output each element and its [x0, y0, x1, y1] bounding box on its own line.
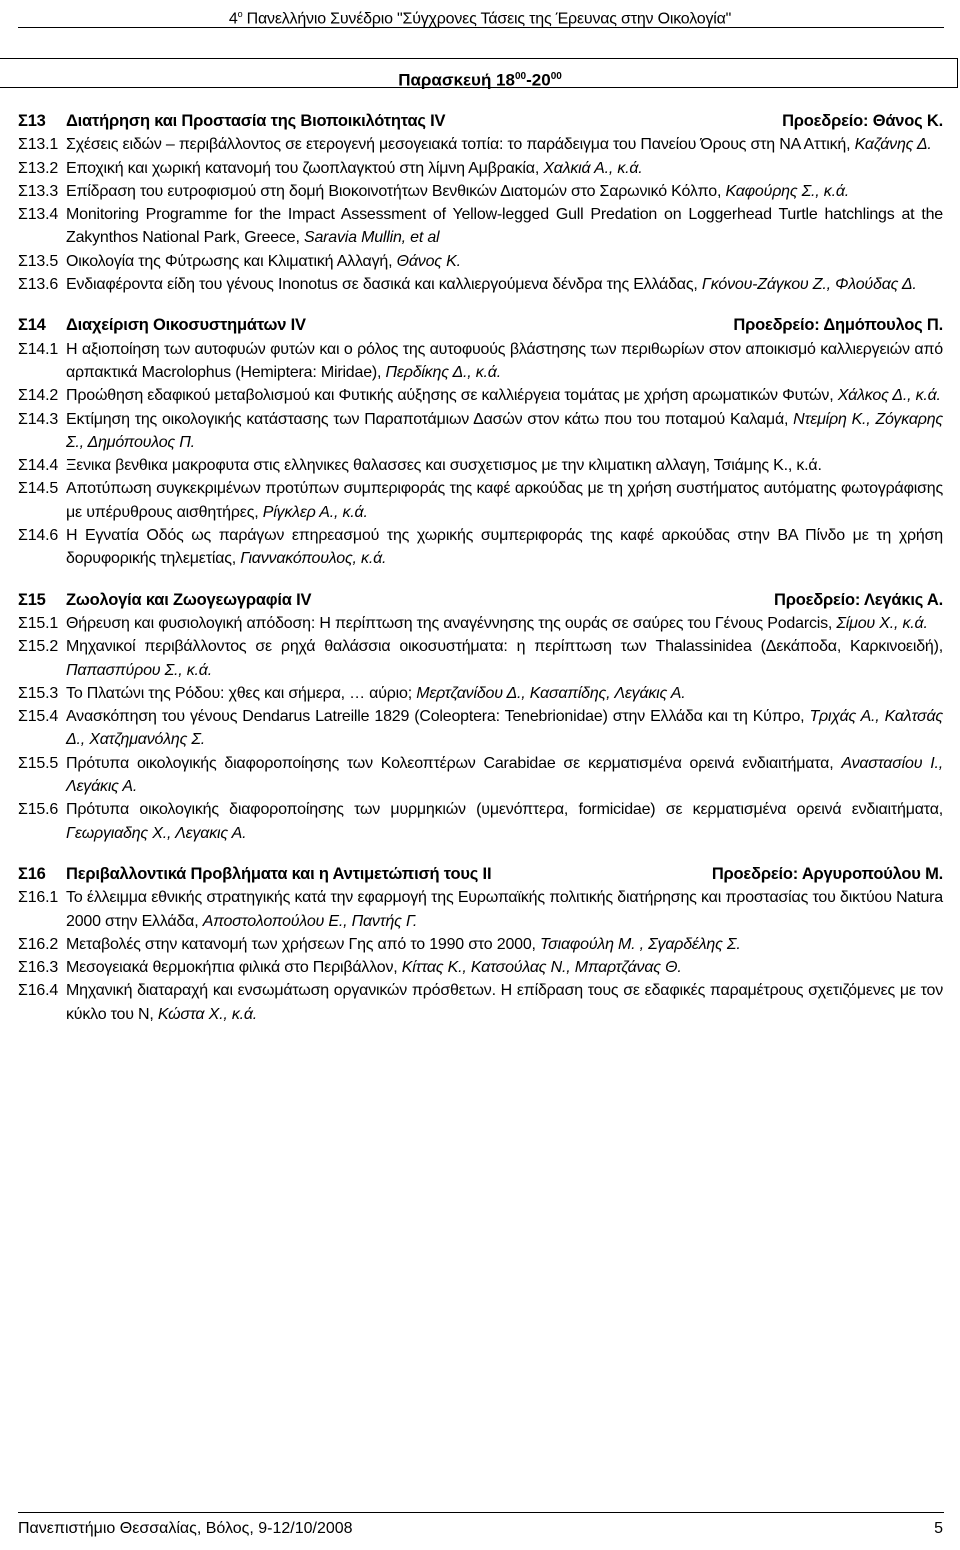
session-title: Ζωολογία και Ζωογεωγραφία IV [66, 590, 312, 609]
paper-code: Σ15.4 [18, 708, 59, 726]
page-footer [18, 1519, 943, 1539]
paper-entry [66, 384, 943, 407]
paper-authors: Τσιαφούλη Μ. , Σγαρδέλης Σ. [540, 935, 741, 953]
paper-item [18, 798, 943, 845]
paper-item [18, 338, 943, 385]
paper-item [18, 408, 943, 455]
paper-authors: Αποστολοπούλου Ε., Παντής Γ. [202, 912, 418, 930]
paper-title: Αποτύπωση συγκεκριμένων προτύπων συμπεριφοράς της καφέ αρκούδας με τη χρήση συστήματος αυτόματης φωτογράφισης με υπέρυθρους αισθητήρες, [66, 480, 943, 521]
paper-item [18, 250, 943, 273]
paper-entry [66, 612, 943, 635]
session-chair: Προεδρείο: Δημόπουλος Π. [733, 316, 943, 335]
paper-authors: Ντεμίρη Κ., Ζόγκαρης Σ., Δημόπουλος Π. [66, 410, 943, 451]
paper-item [18, 477, 943, 524]
paper-authors: Γκόνου-Ζάγκου Ζ., Φλούδας Δ. [701, 276, 917, 294]
paper-entry [66, 133, 943, 156]
paper-entry [66, 956, 943, 979]
page-number: 5 [934, 1520, 943, 1537]
paper-code: Σ14.2 [18, 387, 59, 405]
paper-code: Σ16.4 [18, 982, 59, 1000]
session-chair: Προεδρείο: Θάνος Κ. [782, 112, 943, 130]
paper-code: Σ15.1 [18, 614, 59, 632]
header-sup: ο [237, 9, 243, 19]
paper-item [18, 273, 943, 296]
paper-code: Σ13.6 [18, 276, 59, 294]
paper-entry [66, 798, 943, 845]
paper-item [18, 180, 943, 203]
paper-item [18, 133, 943, 156]
paper-item [18, 454, 943, 477]
paper-authors: Σίμου Χ., κ.ά. [836, 614, 928, 632]
paper-item [18, 705, 943, 752]
paper-title: Πρότυπα οικολογικής διαφοροποίησης των Κολεοπτέρων Carabidae σε κερματισμένα ορεινά ενδιαιτήματα, [66, 754, 842, 772]
paper-entry [66, 180, 943, 203]
paper-code: Σ13.2 [18, 159, 59, 177]
paper-entry [66, 979, 943, 1026]
paper-item [18, 612, 943, 635]
paper-title: Ανασκόπηση του γένους Dendarus Latreille 1829 (Coleoptera: Tenebrionidae) στην Ελλάδα και τη Κύπρο, [66, 708, 810, 726]
session-heading [18, 863, 943, 886]
day-heading [0, 66, 960, 92]
paper-entry [66, 933, 943, 956]
paper-item [18, 886, 943, 933]
paper-code: Σ16.1 [18, 889, 59, 907]
paper-item [18, 157, 943, 180]
paper-code: Σ15.2 [18, 638, 59, 656]
session-title-group [18, 589, 311, 612]
paper-title: Μεσογειακά θερμοκήπια φιλικά στο Περιβάλλον, [66, 959, 402, 977]
header-prefix: 4 [228, 10, 238, 28]
paper-title: Πρότυπα οικολογικής διαφοροποίησης των μυρμηκιών (υμενόπτερα, formicidae) σε κερματισμένα ορεινά ενδιαιτήματα, [66, 801, 943, 819]
paper-code: Σ15.3 [18, 684, 59, 702]
paper-authors: Γεωργιαδης Χ., Λεγακις Α. [66, 824, 247, 842]
day-dash: -20 [526, 70, 551, 90]
paper-title: Σχέσεις ειδών – περιβάλλοντος σε ετερογενή μεσογειακά τοπία: το παράδειγμα του Πανείου Όρους στη ΝΑ Αττική, [66, 136, 855, 154]
session-code: Σ16 [18, 864, 46, 883]
paper-code: Σ13.3 [18, 182, 59, 200]
paper-title: Το Πλατώνι της Ρόδου: χθες και σήμερα, … αύριο; [66, 684, 417, 702]
paper-title: Η αξιοποίηση των αυτοφυών φυτών και ο ρόλος της αυτοφυούς βλάστησης των περιθωρίων στον αποικισμό καλλιεργειών από αρπακτικά Macrolophus (Hemiptera: Miridae), [66, 340, 943, 381]
paper-title: Εκτίμηση της οικολογικής κατάστασης των Παραποτάμιων Δασών στον κάτω που του ποταμού Καλαμά, [66, 410, 794, 428]
session-chair: Προεδρείο: Αργυροπούλου Μ. [711, 864, 943, 883]
session-chair: Προεδρείο: Λεγάκις Α. [773, 590, 943, 609]
paper-entry [66, 635, 943, 682]
header-rule [18, 27, 944, 28]
footer-rule [18, 1512, 944, 1513]
paper-entry [66, 524, 943, 571]
paper-code: Σ14.4 [18, 457, 59, 475]
running-header [0, 4, 960, 29]
session-code: Σ14 [18, 316, 46, 335]
paper-title: Εποχική και χωρική κατανομή του ζωοπλαγκτού στη λίμνη Αμβρακία, [66, 159, 544, 177]
paper-item [18, 956, 943, 979]
paper-item [18, 979, 943, 1026]
paper-item [18, 384, 943, 407]
day-text: Παρασκευή 18 [398, 70, 515, 90]
paper-title: Επίδραση του ευτροφισμού στη δομή Βιοκοινοτήτων Βενθικών Διατομών στο Σαρωνικό Κόλπο, [66, 182, 726, 200]
paper-code: Σ13.4 [18, 206, 59, 224]
session-heading [18, 314, 943, 337]
session-title-group [18, 863, 491, 886]
paper-code: Σ16.3 [18, 959, 59, 977]
paper-entry [66, 454, 943, 477]
session-code: Σ15 [18, 590, 46, 609]
paper-authors: Γιαννακόπουλος, κ.ά. [240, 550, 387, 568]
paper-entry [66, 203, 943, 250]
paper-entry [66, 705, 943, 752]
paper-authors: Χάλκος Δ., κ.ά. [837, 387, 941, 405]
paper-authors: Μερτζανίδου Δ., Κασαπίδης, Λεγάκις Α. [416, 684, 686, 702]
header-title: Πανελλήνιο Συνέδριο "Σύγχρονες Τάσεις της Έρευνας στην Οικολογία" [242, 10, 732, 28]
paper-authors: Θάνος Κ. [396, 252, 461, 270]
paper-title: Το έλλειμμα εθνικής στρατηγικής κατά την εφαρμογή της Ευρωπαϊκής πολιτικής διατήρησης και προστασίας του δικτύου Natura 2000 στην Ελλάδα, [66, 889, 943, 930]
paper-title: Οικολογία της Φύτρωσης και Κλιματική Αλλαγή, [66, 252, 397, 270]
paper-code: Σ14.3 [18, 410, 59, 428]
session-title: Περιβαλλοντικά Προβλήματα και η Αντιμετώπισή τους II [66, 864, 492, 883]
paper-authors: Χαλκιά Α., κ.ά. [543, 159, 643, 177]
paper-title: Προώθηση εδαφικού μεταβολισμού και Φυτικής αύξησης σε καλλιέργεια τομάτας με χρήση αρωματικών Φυτών, [66, 387, 838, 405]
paper-entry [66, 408, 943, 455]
paper-code: Σ13.5 [18, 252, 59, 270]
paper-item [18, 752, 943, 799]
paper-entry [66, 682, 943, 705]
paper-code: Σ15.6 [18, 801, 59, 819]
paper-title: Monitoring Programme for the Impact Assessment of Yellow-legged Gull Predation on Loggerhead Turtle hatchlings at the Zakynthos National Park, Greece, [66, 206, 943, 247]
session-heading [18, 589, 943, 612]
paper-authors: Τριχάς Α., Καλτσάς Δ., Χατζημανόλης Σ. [66, 708, 943, 749]
paper-code: Σ14.1 [18, 340, 59, 358]
footer-venue: Πανεπιστήμιο Θεσσαλίας, Βόλος, 9-12/10/2008 [18, 1520, 353, 1537]
session-title-group [18, 110, 445, 133]
paper-authors: Saravia Mullin, et al [303, 229, 440, 247]
paper-authors: Καφούρης Σ., κ.ά. [725, 182, 850, 200]
paper-entry [66, 338, 943, 385]
paper-item [18, 682, 943, 705]
paper-authors: Ρίγκλερ Α., κ.ά. [262, 503, 368, 521]
sessions-list [18, 110, 943, 1026]
day-sup-start: 00 [514, 71, 527, 82]
paper-entry [66, 157, 943, 180]
session-heading [18, 110, 943, 133]
paper-authors: Παπασπύρου Σ., κ.ά. [66, 661, 212, 679]
paper-authors: Καζάνης Δ. [854, 136, 932, 154]
paper-authors: Κώστα Χ., κ.ά. [157, 1005, 258, 1023]
session-title: Διατήρηση και Προστασία της Βιοποικιλότητας IV [66, 112, 446, 130]
paper-title: Μηχανική διαταραχή και ενσωμάτωση οργανικών πρόσθετων. Η επίδραση τους σε εδαφικές παραμέτρους σχετιζόμενες με τον κύκλο του Ν, [66, 982, 943, 1023]
paper-item [18, 203, 943, 250]
session-title: Διαχείριση Οικοσυστημάτων IV [66, 316, 306, 335]
day-sup-end: 00 [550, 71, 562, 82]
paper-title: Ενδιαφέροντα είδη του γένους Inonotus σε δασικά και καλλιεργούμενα δένδρα της Ελλάδας, [66, 276, 702, 294]
paper-entry [66, 477, 943, 524]
paper-entry [66, 752, 943, 799]
paper-title: Η Εγνατία Οδός ως παράγων επηρεασμού της χωρικής συμπεριφοράς της καφέ αρκούδας στην ΒΑ Πίνδο με τη χρήση δορυφορικής τηλεμετίας, [66, 527, 943, 568]
paper-code: Σ14.5 [18, 480, 59, 498]
paper-title: Μεταβολές στην κατανομή των χρήσεων Γης από το 1990 στο 2000, [66, 935, 541, 953]
paper-entry [66, 250, 943, 273]
paper-code: Σ14.6 [18, 527, 59, 545]
paper-title: Θήρευση και φυσιολογική απόδοση: Η περίπτωση της αναγέννησης της ουράς σε σαύρες του Γένους Podarcis, [66, 614, 837, 632]
paper-code: Σ16.2 [18, 935, 59, 953]
paper-title: Ξενικα βενθικα μακροφυτα στις ελληνικες θαλασσες και συσχετισμος με την κλιματικη αλλαγη, Τσιάμης Κ., κ.ά. [66, 457, 822, 475]
paper-authors: Κίττας Κ., Κατσούλας Ν., Μπαρτζάνας Θ. [401, 959, 682, 977]
paper-item [18, 635, 943, 682]
paper-authors: Περδίκης Δ., κ.ά. [385, 363, 501, 381]
paper-title: Μηχανικοί περιβάλλοντος σε ρηχά θαλάσσια οικοσυστήματα: η περίπτωση των Thalassinidea (Δεκάποδα, Καρκινοειδή), [66, 638, 943, 656]
paper-code: Σ13.1 [18, 136, 59, 154]
paper-authors: Αναστασίου Ι., Λεγάκις Α. [66, 754, 943, 796]
paper-item [18, 524, 943, 571]
paper-item [18, 933, 943, 956]
paper-entry [66, 273, 943, 296]
paper-code: Σ15.5 [18, 754, 59, 772]
paper-entry [66, 886, 943, 933]
session-title-group [18, 314, 306, 337]
session-code: Σ13 [18, 112, 46, 130]
